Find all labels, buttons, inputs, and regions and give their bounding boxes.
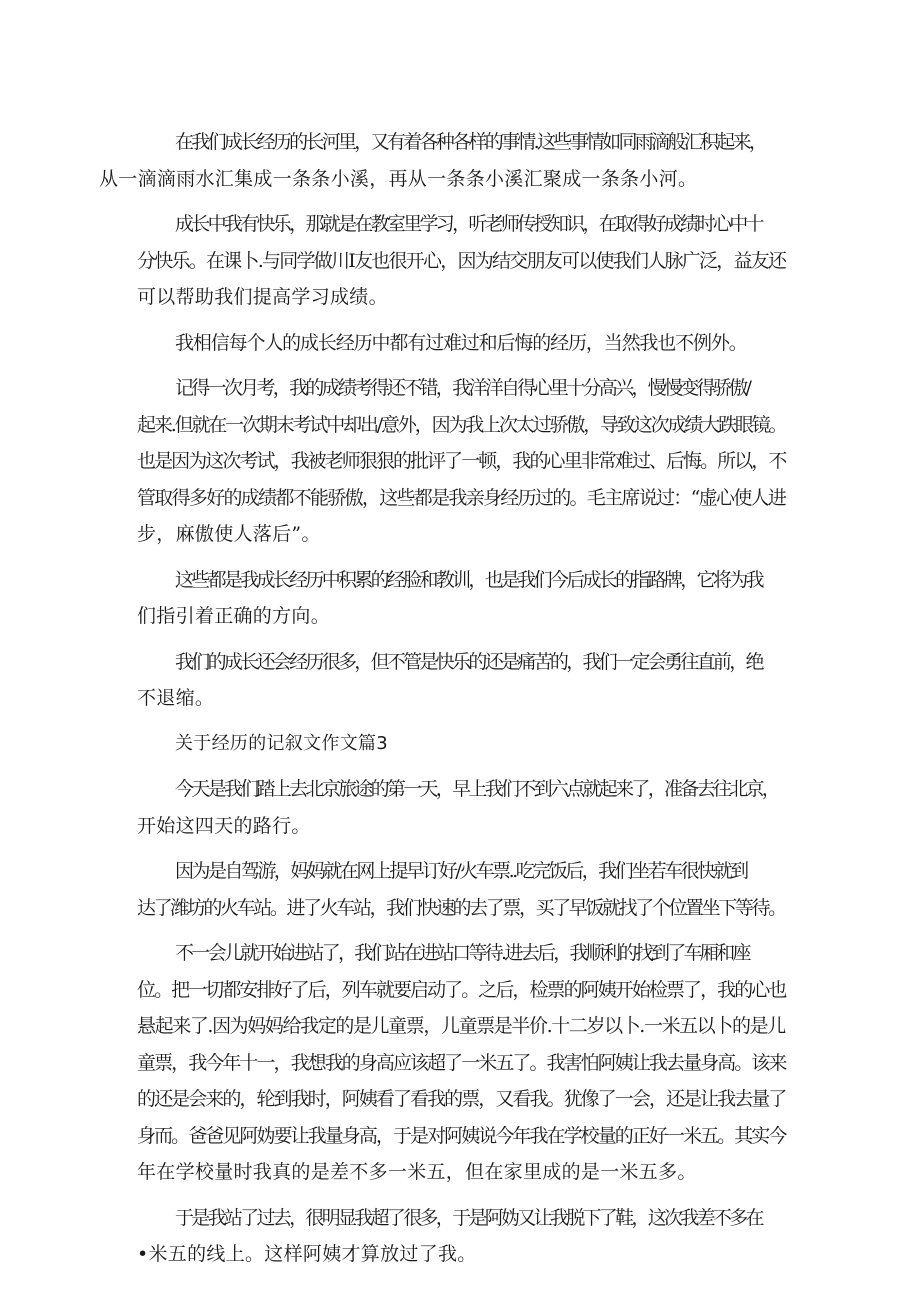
text-line: 步，麻傲使人落后”。 — [137, 523, 321, 545]
text-line: 起来.但就在一次期末考试中却出/意外，因为我上次太过骄傲，导致这次成绩大跌眼镜。 — [137, 413, 786, 436]
text-line: 年在学校量时我真的是差不多一米五，但在家里成的是一米五多。 — [137, 1161, 697, 1183]
paragraph-1 — [99, 124, 785, 197]
text-line: 分快乐。在课卜.与同学做川Ⅰ友也很开心，因为结交朋友可以使我们人脉广泛，益友还 — [137, 249, 786, 272]
section-heading: 关于经历的记叙文作文篇3 — [175, 732, 389, 754]
paragraph-5 — [137, 562, 785, 635]
text-line: •米五的线上。这样阿姨才算放过了我。 — [137, 1243, 477, 1265]
text-line: 记得一次月考，我的成绩考得还不错，我洋洋自得心里十分高兴，慢慢变得骄傲/ — [175, 377, 750, 399]
text-line: 悬起来了.因为妈妈给我定的是儿童票，儿童票是半价.十二岁以卜.一米五以卜的是儿 — [137, 1015, 785, 1037]
paragraph-6 — [137, 644, 785, 717]
paragraph-8 — [137, 853, 785, 926]
paragraph-2 — [137, 206, 785, 316]
paragraph-4 — [137, 370, 785, 553]
text-line: 童票，我今年十一，我想我的身高应该超了一米五了。我害怕阿姨让我去量身高。该来 — [137, 1051, 786, 1074]
text-line: 我相信每个人的成长经历中都有过难过和后悔的经历，当然我也不例外。 — [175, 331, 747, 354]
text-line: 于是我站了过去，很明显我超了很多，于是阿妫又让我脱下了鞋，这次我差不多在 — [175, 1206, 762, 1229]
text-line: 从一滴滴雨水汇集成一条条小溪，再从一条条小溪汇聚成一条条小河。 — [99, 167, 698, 190]
text-line: 成长中我有快乐，那就是在教室里学习，听老师传授知识，在取得好成绩时心中十 — [175, 213, 762, 235]
text-line: 管取得多好的成绩都不能骄傲，这些都是我亲身经历过的。毛主席说过：“虚心使人进 — [137, 486, 786, 509]
text-line: 位。把一切都安排好了后，列车就要启动了。之后，检票的阿姨开始检票了，我的心也 — [137, 978, 786, 1001]
text-line: 可以帮助我们提高学习成绩。 — [137, 286, 388, 308]
text-line: 今天是我们踏上去北京旅途的第一天，早上我们不到六点就起来了，准备去往北京， — [175, 778, 779, 800]
text-line: 我们的成长还会经历很多，但不管是快乐的还是痛苦的，我们一定会勇往直前，绝 — [175, 650, 762, 673]
text-line: 不退缩。 — [137, 687, 215, 709]
text-line: 这些都是我成长经历中积累的经脸和教训，也是我们今后成长的指路牌，它将为我 — [175, 568, 762, 591]
text-line: 达了潍坊的火车站。进了火车站，我们快速的去了票，买了早饭就找了个位置坐下等待。 — [137, 896, 785, 919]
document-body — [99, 124, 786, 1282]
text-line: 开始这四天的路行。 — [137, 814, 311, 837]
text-line: 们指引着正确的方向。 — [137, 605, 331, 627]
text-line: 身而。爸爸见阿妫要让我量身高，于是对阿姨说今年我在学校量的正好一米五。其实今 — [137, 1124, 786, 1147]
text-line: 因为是自驾游，妈妈就在网上提早订好/火车票..吃完饭后，我们坐若车很快就到 — [175, 860, 747, 882]
paragraph-9 — [137, 935, 785, 1191]
text-line: 在我们成长经历的长河里，又有着各种各样的事情.这些事情如同雨滴般汇积起来， — [175, 131, 766, 153]
text-line: 不一会儿就开始进站了，我们站在进站口等待.进去后，我顺利的找到了车厢和座 — [175, 942, 749, 964]
text-line: 的还是会来的，轮到我时，阿姨看了看我的票，又看我。犹像了一会，还是让我去量了 — [137, 1088, 786, 1110]
text-line: 也是因为这次考试，我被老师狠狠的批评了一顿，我的心里非常难过、后悔。所以，不 — [137, 450, 786, 472]
paragraph-10 — [137, 1200, 785, 1273]
paragraph-3 — [137, 325, 785, 362]
paragraph-7 — [137, 771, 785, 844]
